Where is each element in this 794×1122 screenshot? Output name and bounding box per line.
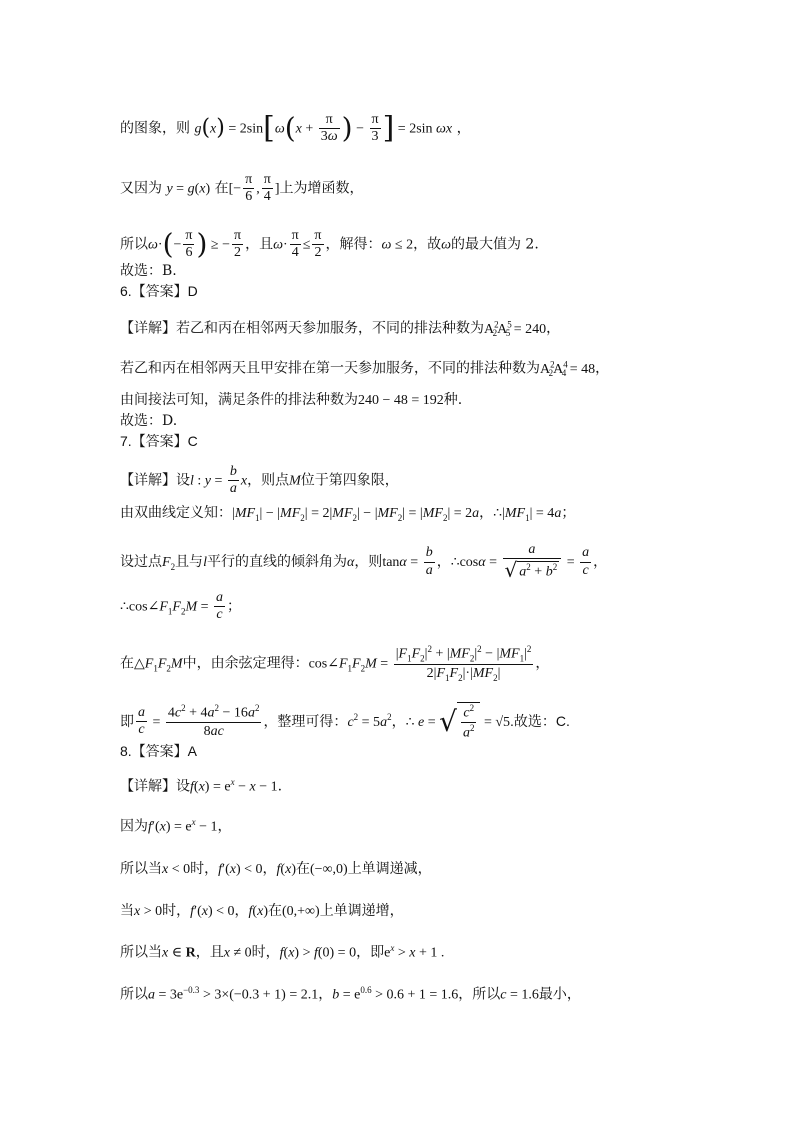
text: 在 (214, 180, 229, 197)
text: 故选：D. (120, 413, 178, 429)
text: 最小， (538, 986, 581, 1003)
text: 的图象，则 (120, 120, 190, 137)
text: ； (561, 505, 576, 521)
text: ，即 (356, 944, 385, 961)
text: 所以当 (120, 944, 162, 961)
text: ，且 (195, 944, 224, 961)
line-3: 所以ω·(− $\frac{\pi}{6}$ ) ≥ − $\frac{\pi}{2}$ ，且ω· $\frac{\pi}{4}$ ≤ $\frac{\pi}{2}$ ，解得：ω ≤ 2，故ω的最大值为 2. (120, 227, 539, 261)
text: ， (479, 505, 494, 521)
text: 当 (120, 903, 134, 919)
line-1: 的图象，则 g(x) = 2sin[ω(x + $\frac{\pi}{3\omega}$ ) − $\frac{\pi}{3}$ ] = 2sin ωx ， (120, 110, 471, 146)
text: 时， (190, 861, 219, 877)
line-4 (120, 264, 177, 278)
text: 故选：B. (120, 263, 177, 279)
text: ，则 (354, 554, 383, 571)
text: 7.【答案】C (120, 433, 198, 449)
line-22: 所以当x ∈ R，且x ≠ 0时，f(x) > f(0) = 0，即$e^x > x + 1$ . (120, 943, 445, 961)
text: 中，由余弦定理得： (182, 655, 309, 672)
text: 又因为 (120, 180, 162, 197)
text: ； (227, 598, 242, 615)
text: 【详解】若乙和丙在相邻两天参加服务，不同的排法种数为 (120, 320, 484, 337)
text: 设过点 (120, 554, 162, 571)
text: 所以 (120, 986, 148, 1003)
text: 所以当 (120, 861, 162, 877)
line-8: 由间接法可知，满足条件的排法种数为240 − 48 = 192种. (120, 392, 463, 408)
text: ，所以 (458, 986, 501, 1003)
text: ， (546, 320, 561, 337)
text: ， (234, 903, 249, 919)
line-14: $\therefore\cos\angle F_1F_2M$ = $\frac{a}{c}$ ； (120, 590, 242, 623)
line-13: 设过点$F_2$且与l平行的直线的倾斜角为α，则tanα = $\frac{b}{a}$ ，∴cosα = $\frac{a}{√ a^2 + b^2}$ = $\frac{a}{c}$ ， (120, 542, 608, 583)
text: 【详解】设 (120, 778, 190, 795)
text: ， (391, 713, 406, 730)
line-6: 【详解】若乙和丙在相邻两天参加服务，不同的排法种数为$A^2_2A^5_5 = 240$， (120, 319, 561, 339)
text: 平行的直线的倾斜角为 (206, 554, 347, 571)
text: ， (262, 861, 277, 877)
text: 8.【答案】A (120, 743, 198, 759)
text: 上为增函数， (279, 180, 364, 197)
text: 在 (120, 655, 134, 672)
text: . (277, 778, 283, 795)
text: 在 (267, 903, 282, 919)
text: 且与 (175, 554, 204, 571)
text: 种. (443, 392, 463, 408)
text: 即 (120, 713, 134, 730)
text: 若乙和丙在相邻两天且甲安排在第一天参加服务，不同的排法种数为 (120, 360, 540, 377)
text: 上单调递减， (347, 861, 432, 877)
text: .故选：C. (510, 712, 570, 729)
text: 的最大值为 2. (450, 236, 539, 253)
line-16: 即 $\frac{a}{c}$ = $\frac{4c^2 + 4a^2 - 16a^2}{8ac}$ ，整理可得：$c^2 = 5a^2$，∴ e = √ $\frac{c^2}{a^2}$ = √5.故选：C. (120, 703, 570, 741)
text: ， (535, 655, 550, 672)
text: 所以 (120, 236, 148, 253)
text: ，则点 (247, 472, 290, 489)
text: 6.【答案】D (120, 283, 198, 299)
line-2: 又因为 y = g(x) 在[− $\frac{\pi}{6}$ , $\frac{\pi}{4}$ ]上为增函数， (120, 172, 364, 205)
answer-6 (120, 284, 198, 298)
text: 在 (295, 861, 310, 877)
line-15: 在$\triangle F_1F_2M$中，由余弦定理得：$\cos\angle F_1F_2M$ = $\frac{|F_1F_2|^2 + |MF_2|^2 - |MF_1|^2}{2|F_1F_2|\cdot|MF_2|}$ ， (120, 644, 550, 683)
line-12: 由双曲线定义知：$|MF_1| - |MF_2| = 2|MF_2| - |MF_2| = |MF_2| = 2a$，$\therefore|MF_1| = 4a$； (120, 505, 576, 523)
text: ， (595, 360, 610, 377)
text: ， (593, 554, 608, 571)
text: ，且 (245, 236, 274, 253)
text: ， (217, 818, 232, 835)
text: 由双曲线定义知： (120, 505, 232, 521)
text: ， (318, 986, 333, 1003)
line-18: 【详解】设$f(x) = e^x - x - 1$. (120, 777, 283, 795)
text: ，整理可得： (263, 713, 348, 730)
text: ，解得： (325, 236, 382, 253)
text: 由间接法可知，满足条件的排法种数为 (120, 392, 358, 408)
text: 时， (251, 944, 280, 961)
text: 时， (162, 903, 191, 919)
text: 因为 (120, 818, 148, 835)
text: ，故 (413, 236, 442, 253)
text: ， (436, 554, 451, 571)
line-9 (120, 414, 177, 428)
text: 【详解】设 (120, 472, 190, 489)
text: 位于第四象限， (300, 472, 399, 489)
line-11: 【详解】设l : y = $\frac{b}{a}$ x，则点M位于第四象限， (120, 464, 399, 497)
line-21: 当x > 0时，f′(x) < 0，f(x)在(0,+∞)上单调递增， (120, 903, 404, 919)
answer-7 (120, 434, 198, 448)
text: 上单调递增， (319, 903, 404, 919)
formula-g: g (194, 121, 202, 137)
line-7: 若乙和丙在相邻两天且甲安排在第一天参加服务，不同的排法种数为$A^2_2A^4_4 = 48$， (120, 359, 610, 379)
answer-8 (120, 744, 197, 758)
line-20: 所以当x < 0时，f′(x) < 0，f(x)在(−∞,0)上单调递减， (120, 861, 432, 877)
line-19: 因为$f'(x) = e^x - 1$， (120, 817, 232, 835)
line-23: 所以$a = 3e^{-0.3} > 3\times(-0.3 + 1) = 2.1$，$b = e^{0.6} > 0.6 + 1 = 1.6$，所以c = 1.6最小， (120, 985, 581, 1003)
